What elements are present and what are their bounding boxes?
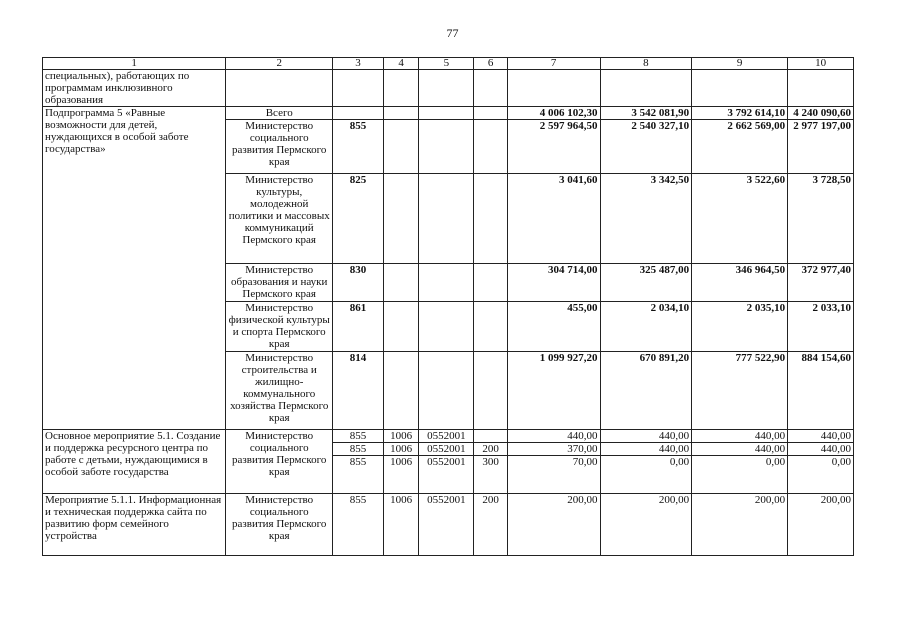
code-cell: 0552001 [419, 443, 474, 456]
code-cell: 1006 [383, 430, 419, 443]
value-cell: 0,00 [692, 456, 788, 494]
header-cell: 3 [333, 58, 384, 70]
table-row [43, 494, 854, 556]
code-cell: 0552001 [419, 430, 474, 443]
value-cell: 2 034,10 [600, 302, 692, 352]
value-cell: 1 099 927,20 [507, 352, 600, 430]
value-cell: 440,00 [600, 430, 692, 443]
executor-cell: Министерство строительства и жилищно-коммунального хозяйства Пермского края [226, 352, 333, 430]
empty-cell [419, 120, 474, 174]
executor-cell: Министерство культуры, молодежной политики и массовых коммуникаций Пермского края [226, 174, 333, 264]
value-cell: 200,00 [600, 494, 692, 556]
executor-cell: Министерство физической культуры и спорта Пермского края [226, 302, 333, 352]
empty-cell [383, 107, 419, 120]
code-cell: 830 [333, 264, 384, 302]
empty-cell [474, 70, 507, 107]
code-cell: 855 [333, 456, 384, 494]
value-cell: 325 487,00 [600, 264, 692, 302]
header-row [43, 58, 854, 70]
empty-cell [383, 352, 419, 430]
empty-cell [419, 70, 474, 107]
empty-cell [474, 352, 507, 430]
value-cell: 346 964,50 [692, 264, 788, 302]
empty-cell [419, 302, 474, 352]
value-cell: 200,00 [692, 494, 788, 556]
empty-cell [692, 70, 788, 107]
code-cell: 855 [333, 120, 384, 174]
code-cell: 1006 [383, 494, 419, 556]
header-cell: 10 [788, 58, 854, 70]
value-cell: 2 033,10 [788, 302, 854, 352]
executor-cell: Министерство социального развития Пермского края [226, 430, 333, 494]
code-cell: 855 [333, 494, 384, 556]
code-cell: 861 [333, 302, 384, 352]
value-cell: 777 522,90 [692, 352, 788, 430]
value-cell: 440,00 [692, 443, 788, 456]
code-cell: 1006 [383, 456, 419, 494]
value-cell: 670 891,20 [600, 352, 692, 430]
value-cell: 3 522,60 [692, 174, 788, 264]
page-number: 77 [446, 26, 459, 40]
code-cell: 200 [474, 494, 507, 556]
empty-cell [419, 174, 474, 264]
program-cell: Мероприятие 5.1.1. Информационная и техническая поддержка сайта по развитию форм семейного устройства [43, 494, 226, 556]
value-cell: 3 041,60 [507, 174, 600, 264]
value-cell: 370,00 [507, 443, 600, 456]
empty-cell [788, 70, 854, 107]
empty-cell [474, 120, 507, 174]
header-cell: 7 [507, 58, 600, 70]
header-cell: 1 [43, 58, 226, 70]
code-cell: 814 [333, 352, 384, 430]
empty-cell [600, 70, 692, 107]
value-cell: 440,00 [507, 430, 600, 443]
empty-cell [383, 70, 419, 107]
code-cell: 825 [333, 174, 384, 264]
value-cell: 3 792 614,10 [692, 107, 788, 120]
table-row [43, 430, 854, 443]
header-cell: 5 [419, 58, 474, 70]
empty-cell [383, 264, 419, 302]
executor-cell: Министерство социального развития Пермского края [226, 120, 333, 174]
header-cell: 9 [692, 58, 788, 70]
header-cell: 4 [383, 58, 419, 70]
empty-cell [419, 107, 474, 120]
code-cell: 855 [333, 443, 384, 456]
value-cell: 304 714,00 [507, 264, 600, 302]
code-cell: 855 [333, 430, 384, 443]
empty-cell [474, 264, 507, 302]
value-cell: 884 154,60 [788, 352, 854, 430]
value-cell: 2 662 569,00 [692, 120, 788, 174]
empty-cell [383, 174, 419, 264]
header-cell: 6 [474, 58, 507, 70]
value-cell: 4 240 090,60 [788, 107, 854, 120]
value-cell: 0,00 [788, 456, 854, 494]
value-cell: 0,00 [600, 456, 692, 494]
program-cell: специальных), работающих по программам инклюзивного образования [43, 70, 226, 107]
table-row [43, 107, 854, 120]
empty-cell [419, 264, 474, 302]
executor-cell [226, 70, 333, 107]
value-cell: 372 977,40 [788, 264, 854, 302]
code-cell: 1006 [383, 443, 419, 456]
header-cell: 8 [600, 58, 692, 70]
value-cell: 70,00 [507, 456, 600, 494]
value-cell: 3 728,50 [788, 174, 854, 264]
empty-cell [507, 70, 600, 107]
value-cell: 2 977 197,00 [788, 120, 854, 174]
executor-cell: Министерство образования и науки Пермского края [226, 264, 333, 302]
value-cell: 3 342,50 [600, 174, 692, 264]
code-cell: 200 [474, 443, 507, 456]
header-cell: 2 [226, 58, 333, 70]
empty-cell [383, 120, 419, 174]
value-cell: 440,00 [788, 430, 854, 443]
empty-cell [383, 302, 419, 352]
executor-cell: Министерство социального развития Пермского края [226, 494, 333, 556]
value-cell: 440,00 [600, 443, 692, 456]
code-cell: 300 [474, 456, 507, 494]
budget-table [42, 57, 854, 556]
value-cell: 2 035,10 [692, 302, 788, 352]
value-cell: 200,00 [788, 494, 854, 556]
value-cell: 2 540 327,10 [600, 120, 692, 174]
code-cell [474, 430, 507, 443]
empty-cell [474, 174, 507, 264]
empty-cell [474, 302, 507, 352]
empty-cell [333, 70, 384, 107]
empty-cell [419, 352, 474, 430]
value-cell: 200,00 [507, 494, 600, 556]
value-cell: 440,00 [692, 430, 788, 443]
value-cell: 3 542 081,90 [600, 107, 692, 120]
table-row [43, 70, 854, 107]
value-cell: 2 597 964,50 [507, 120, 600, 174]
executor-cell: Всего [226, 107, 333, 120]
program-cell: Основное мероприятие 5.1. Создание и поддержка ресурсного центра по работе с детьми, нуждающимися в особой заботе государства [43, 430, 226, 494]
value-cell: 440,00 [788, 443, 854, 456]
empty-cell [474, 107, 507, 120]
code-cell: 0552001 [419, 456, 474, 494]
value-cell: 455,00 [507, 302, 600, 352]
code-cell [333, 107, 384, 120]
program-cell: Подпрограмма 5 «Равные возможности для детей, нуждающихся в особой заботе государства» [43, 107, 226, 430]
value-cell: 4 006 102,30 [507, 107, 600, 120]
code-cell: 0552001 [419, 494, 474, 556]
